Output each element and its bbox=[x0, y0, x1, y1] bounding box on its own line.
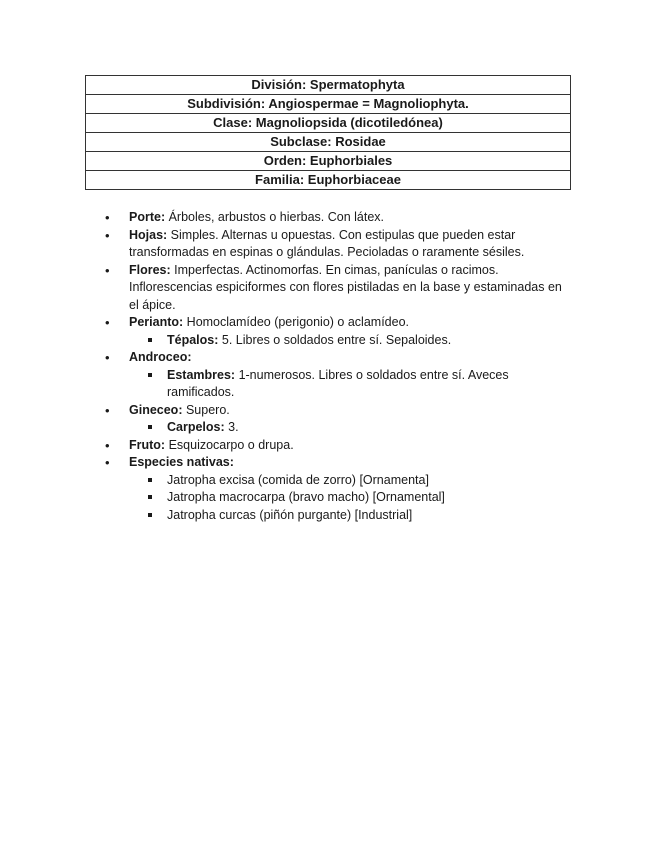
trait-text: Homoclamídeo (perigonio) o aclamídeo. bbox=[183, 315, 409, 329]
trait-gineceo bbox=[100, 402, 570, 437]
taxonomy-division: División: Spermatophyta bbox=[86, 76, 571, 95]
traits-list bbox=[100, 209, 570, 524]
table-row bbox=[86, 114, 571, 133]
trait-hojas bbox=[100, 227, 570, 262]
especies-sublist bbox=[129, 472, 570, 525]
trait-especies bbox=[100, 454, 570, 524]
trait-androceo bbox=[100, 349, 570, 402]
perianto-sublist bbox=[129, 332, 570, 350]
trait-label: Porte: bbox=[129, 210, 166, 224]
gineceo-sublist bbox=[129, 419, 570, 437]
trait-flores bbox=[100, 262, 570, 315]
table-row bbox=[86, 76, 571, 95]
trait-text: Árboles, arbustos o hierbas. Con látex. bbox=[165, 210, 384, 224]
trait-text: Esquizocarpo o drupa. bbox=[165, 437, 294, 452]
species-item: Jatropha macrocarpa (bravo macho) [Ornamental] bbox=[129, 489, 570, 507]
trait-text: Supero. bbox=[182, 402, 230, 417]
species-item: Jatropha excisa (comida de zorro) [Ornamenta] bbox=[129, 472, 570, 490]
trait-label: Perianto: bbox=[129, 315, 184, 329]
trait-fruto bbox=[100, 437, 570, 455]
subtrait-label: Tépalos: bbox=[167, 332, 219, 347]
trait-perianto bbox=[100, 314, 570, 349]
taxonomy-familia: Familia: Euphorbiaceae bbox=[86, 171, 571, 190]
subtrait-label: Carpelos: bbox=[167, 420, 225, 434]
subtrait-carpelos bbox=[129, 419, 570, 437]
trait-label: Especies nativas: bbox=[129, 455, 234, 469]
subtrait-estambres bbox=[129, 367, 570, 402]
taxonomy-subclase: Subclase: Rosidae bbox=[86, 133, 571, 152]
trait-label: Androceo: bbox=[129, 350, 192, 364]
trait-label: Hojas: bbox=[129, 227, 168, 242]
subtrait-text: 1-numerosos. Libres o soldados entre sí. Aveces ramificados. bbox=[167, 367, 509, 399]
androceo-sublist bbox=[129, 367, 570, 402]
taxonomy-orden: Orden: Euphorbiales bbox=[86, 152, 571, 171]
species-item: Jatropha curcas (piñón purgante) [Industrial] bbox=[129, 507, 570, 525]
table-row bbox=[86, 95, 571, 114]
subtrait-label: Estambres: bbox=[167, 367, 236, 382]
subtrait-text: 5. Libres o soldados entre sí. Sepaloides. bbox=[218, 332, 452, 347]
table-row bbox=[86, 133, 571, 152]
table-row bbox=[86, 152, 571, 171]
taxonomy-clase: Clase: Magnoliopsida (dicotiledónea) bbox=[86, 114, 571, 133]
trait-label: Fruto: bbox=[129, 437, 166, 452]
trait-porte bbox=[100, 209, 570, 227]
taxonomy-table bbox=[85, 75, 571, 190]
trait-label: Gineceo: bbox=[129, 402, 183, 417]
trait-label: Flores: bbox=[129, 262, 171, 277]
taxonomy-subdivision: Subdivisión: Angiospermae = Magnoliophyta. bbox=[86, 95, 571, 114]
trait-text: Imperfectas. Actinomorfas. En cimas, panículas o racimos. Inflorescencias espiciformes con flores pistiladas en la base y estaminadas en el ápice. bbox=[129, 262, 562, 312]
subtrait-text: 3. bbox=[224, 420, 239, 434]
table-row bbox=[86, 171, 571, 190]
trait-text: Simples. Alternas u opuestas. Con estipulas que pueden estar transformadas en espinas o glándulas. Pecioladas o raramente sésiles. bbox=[129, 227, 525, 259]
subtrait-tepalos bbox=[129, 332, 570, 350]
